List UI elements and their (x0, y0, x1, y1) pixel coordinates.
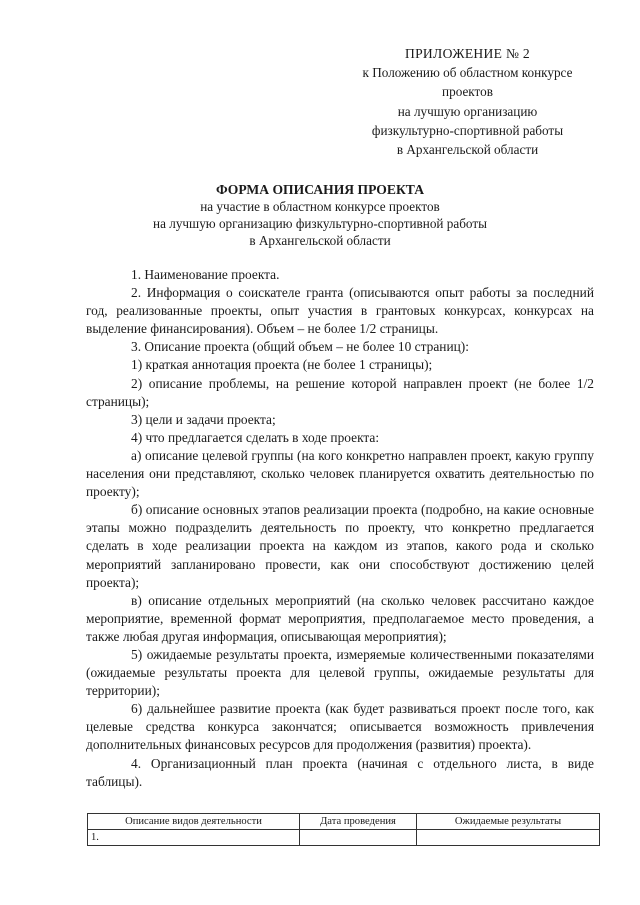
document-body (86, 266, 594, 791)
paragraph-subitem-5: 5) ожидаемые результаты проекта, измеряемые количественными показателями (ожидаемые результаты проекта для целевой группы, ожидаемые результаты для территории); (86, 646, 594, 699)
table-cell: 1. (88, 830, 300, 846)
table-cell (300, 830, 417, 846)
form-subtitle-line: в Архангельской области (249, 233, 391, 248)
paragraph-subitem-4: 4) что предлагается сделать в ходе проекта: (131, 429, 380, 445)
paragraph-subitem-b: б) описание основных этапов реализации проекта (подробно, на какие основные этапы можно подразделить деятельность по проекту, что конкретно предлагается сделать в ходе реализации проекта на каждом из этапов, какого рода и сколько мероприятий запланировано провести, как они способствуют достижению целей проекта); (86, 502, 594, 590)
form-title: ФОРМА ОПИСАНИЯ ПРОЕКТА (215, 182, 425, 197)
table-cell (417, 830, 600, 846)
appendix-line: на лучшую организацию (397, 103, 538, 119)
appendix-line: проектов (442, 84, 493, 100)
paragraph-subitem-a: а) описание целевой группы (на кого конкретно направлен проект, какую группу населения они представляют, сколько человек планируется охватить деятельностью по проекту); (86, 447, 594, 500)
appendix-line: физкультурно-спортивной работы (371, 122, 564, 138)
table-row (88, 830, 600, 846)
appendix-title: ПРИЛОЖЕНИЕ № 2 (404, 46, 531, 61)
form-title-block (110, 181, 530, 249)
appendix-header (335, 44, 600, 159)
paragraph-subitem-v: в) описание отдельных мероприятий (на сколько человек рассчитано каждое мероприятие, временной формат мероприятия, предполагаемое место проведения, а также любая другая информация, описывающая мероприятия); (86, 592, 594, 644)
column-header-results: Ожидаемые результаты (417, 814, 600, 830)
paragraph-item-4: 4. Организационный план проекта (начиная с отдельного листа, в виде таблицы). (86, 755, 594, 789)
paragraph-subitem-6: 6) дальнейшее развитие проекта (как будет развиваться проект после того, как целевые средства конкурса закончатся; описывается возможность привлечения дополнительных финансовых ресурсов для продолжения (развития) проекта). (86, 701, 594, 753)
appendix-line: в Архангельской области (396, 142, 539, 158)
paragraph-subitem-3: 3) цели и задачи проекта; (131, 411, 276, 427)
paragraph-item-3: 3. Описание проекта (общий объем – не более 10 страниц): (131, 339, 469, 355)
paragraph-subitem-2: 2) описание проблемы, на решение которой направлен проект (не более 1/2 страницы); (86, 375, 594, 409)
column-header-activities: Описание видов деятельности (88, 814, 300, 830)
form-subtitle-line: на участие в областном конкурсе проектов (200, 199, 440, 214)
table-header-row (88, 814, 600, 830)
paragraph-item-2: 2. Информация о соискателе гранта (описываются опыт работы за последний год, реализованные проекты, опыт участия в грантовых конкурсах, конкурсах на выделение финансирования). Объем – не более 1/2 страницы. (86, 285, 594, 337)
paragraph-item-1: 1. Наименование проекта. (131, 267, 280, 282)
column-header-date: Дата проведения (300, 814, 417, 830)
form-subtitle-line: на лучшую организацию физкультурно-спортивной работы (153, 216, 487, 231)
paragraph-subitem-1: 1) краткая аннотация проекта (не более 1 страницы); (131, 357, 433, 373)
appendix-line: к Положению об областном конкурсе (362, 65, 573, 81)
organizational-plan-table (87, 813, 600, 846)
